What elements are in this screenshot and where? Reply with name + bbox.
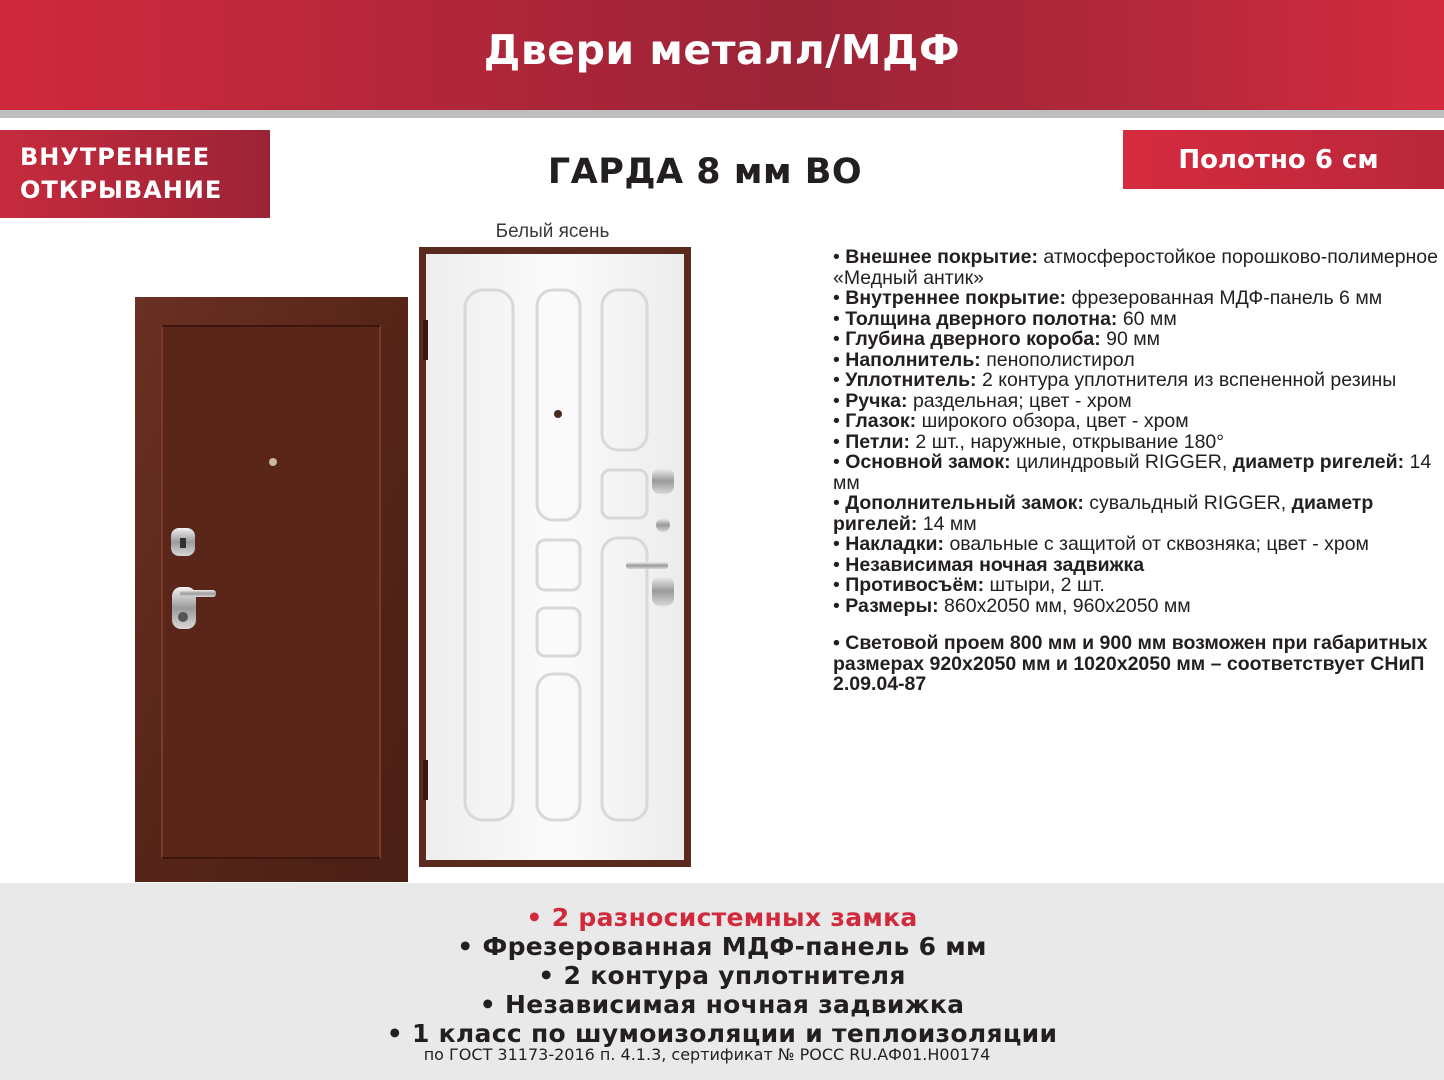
bullet-glyph: •	[833, 287, 846, 309]
inner-handle-rosette-icon	[652, 576, 674, 606]
inner-color-caption: Белый ясень	[495, 221, 610, 242]
opening-type-line1: ВНУТРЕННЕЕ	[20, 143, 211, 171]
spec-value: фрезерованная МДФ-панель 6 мм	[1066, 287, 1383, 309]
spec-item	[833, 350, 1441, 371]
spec-value: 90 мм	[1100, 328, 1161, 350]
spec-item	[833, 432, 1441, 453]
bullet-glyph: •	[833, 492, 846, 514]
spec-value: 2 контура уплотнителя из вспененной резины	[976, 369, 1397, 391]
bullet-glyph: •	[833, 369, 846, 391]
light-opening-note: • Световой проем 800 мм и 900 мм возможен при габаритных размерах 920х2050 мм и 1020х2050 мм – соответствует СНиП 2.09.04-87	[833, 632, 1428, 695]
spec-label: диаметр ригелей:	[833, 492, 1374, 535]
key-feature-item: • 2 контура уплотнителя	[538, 961, 906, 990]
inner-door-image	[419, 247, 691, 867]
spec-label: Петли:	[845, 430, 911, 453]
spec-value: 14 мм	[833, 451, 1432, 494]
spec-value: 2 шт., наружные, открывание 180°	[910, 430, 1225, 453]
spec-item	[833, 309, 1441, 330]
night-latch-knob-icon	[656, 518, 670, 532]
spec-item	[833, 391, 1441, 412]
product-name: ГАРДА 8 мм ВО	[547, 152, 863, 192]
spec-item	[833, 247, 1441, 288]
bullet-glyph: •	[833, 307, 846, 330]
spec-item	[833, 596, 1441, 617]
spec-value: сувальдный RIGGER,	[1083, 492, 1292, 514]
outer-door-image	[135, 297, 408, 882]
spec-label: Накладки:	[845, 533, 945, 555]
features-footer	[0, 883, 1444, 1080]
spec-value: атмосферостойкое порошково-полимерное «Медный антик»	[833, 246, 1439, 289]
opening-type-line2: ОТКРЫВАНИЕ	[20, 176, 223, 204]
spec-item	[833, 493, 1441, 534]
spec-value: раздельная; цвет - хром	[907, 389, 1132, 412]
spec-item	[833, 370, 1441, 391]
spec-item	[833, 534, 1441, 555]
spec-value: 860х2050 мм, 960х2050 мм	[938, 594, 1191, 617]
spec-label: Глазок:	[845, 410, 917, 432]
spec-label: Размеры:	[845, 594, 939, 617]
spec-label: Внешнее покрытие:	[845, 246, 1038, 268]
key-feature-item: • Фрезерованная МДФ-панель 6 мм	[457, 932, 987, 961]
spec-value: цилиндровый RIGGER,	[1010, 451, 1233, 473]
peephole-icon	[269, 458, 277, 466]
spec-item	[833, 411, 1441, 432]
inner-lock-escutcheon-icon	[652, 468, 674, 494]
spec-label: Основной замок:	[845, 451, 1011, 473]
bullet-glyph: •	[833, 451, 846, 473]
spec-label: Внутреннее покрытие:	[845, 287, 1067, 309]
spec-item	[833, 555, 1441, 576]
spec-label: Глубина дверного короба:	[845, 328, 1101, 350]
spec-label: Уплотнитель:	[845, 369, 977, 391]
spec-item	[833, 452, 1441, 493]
bullet-glyph: •	[833, 246, 846, 268]
bullet-glyph: •	[833, 328, 846, 350]
spec-item	[833, 288, 1441, 309]
bullet-glyph: •	[833, 348, 846, 371]
spec-label: Дополнительный замок:	[845, 492, 1084, 514]
page-title: Двери металл/МДФ	[483, 26, 961, 74]
key-feature-item: • 1 класс по шумоизоляции и теплоизоляции	[386, 1019, 1058, 1048]
spacer	[833, 616, 1441, 633]
bullet-glyph: •	[833, 553, 846, 576]
spec-value: овальные с защитой от сквозняка; цвет - хром	[944, 533, 1369, 555]
outer-handle-icon	[180, 590, 216, 597]
bullet-glyph: •	[833, 410, 846, 432]
spec-item	[833, 575, 1441, 596]
spec-label: Независимая ночная задвижка	[845, 553, 1145, 576]
bullet-glyph: •	[833, 533, 846, 555]
spec-value: широкого обзора, цвет - хром	[916, 410, 1189, 432]
spec-value: пенополистирол	[980, 348, 1135, 371]
spec-item	[833, 329, 1441, 350]
leaf-thickness-label: Полотно 6 см	[1178, 144, 1379, 175]
key-features-list	[0, 903, 1444, 1048]
spec-label: Наполнитель:	[845, 348, 981, 371]
bullet-glyph: •	[833, 389, 846, 412]
spec-label: Толщина дверного полотна:	[845, 307, 1118, 330]
bullet-glyph: •	[833, 430, 846, 453]
spec-label: диаметр ригелей:	[1232, 451, 1405, 473]
inner-handle-icon	[626, 562, 668, 569]
spec-value: 60 мм	[1117, 307, 1177, 330]
bullet-glyph: •	[833, 574, 846, 596]
certificate-note: по ГОСТ 31173-2016 п. 4.1.3, сертификат № РОСС RU.АФ01.Н00174	[423, 1045, 991, 1064]
inner-peephole-icon	[554, 410, 562, 418]
spec-label: Противосъём:	[845, 574, 985, 596]
key-feature-item: • 2 разносистемных замка	[526, 903, 918, 932]
specifications-list	[833, 247, 1441, 695]
key-feature-item: • Независимая ночная задвижка	[479, 990, 965, 1019]
spec-value: 14 мм	[917, 512, 977, 535]
spec-label: Ручка:	[845, 389, 908, 412]
bullet-glyph: •	[833, 594, 846, 617]
spec-value: штыри, 2 шт.	[984, 574, 1105, 596]
